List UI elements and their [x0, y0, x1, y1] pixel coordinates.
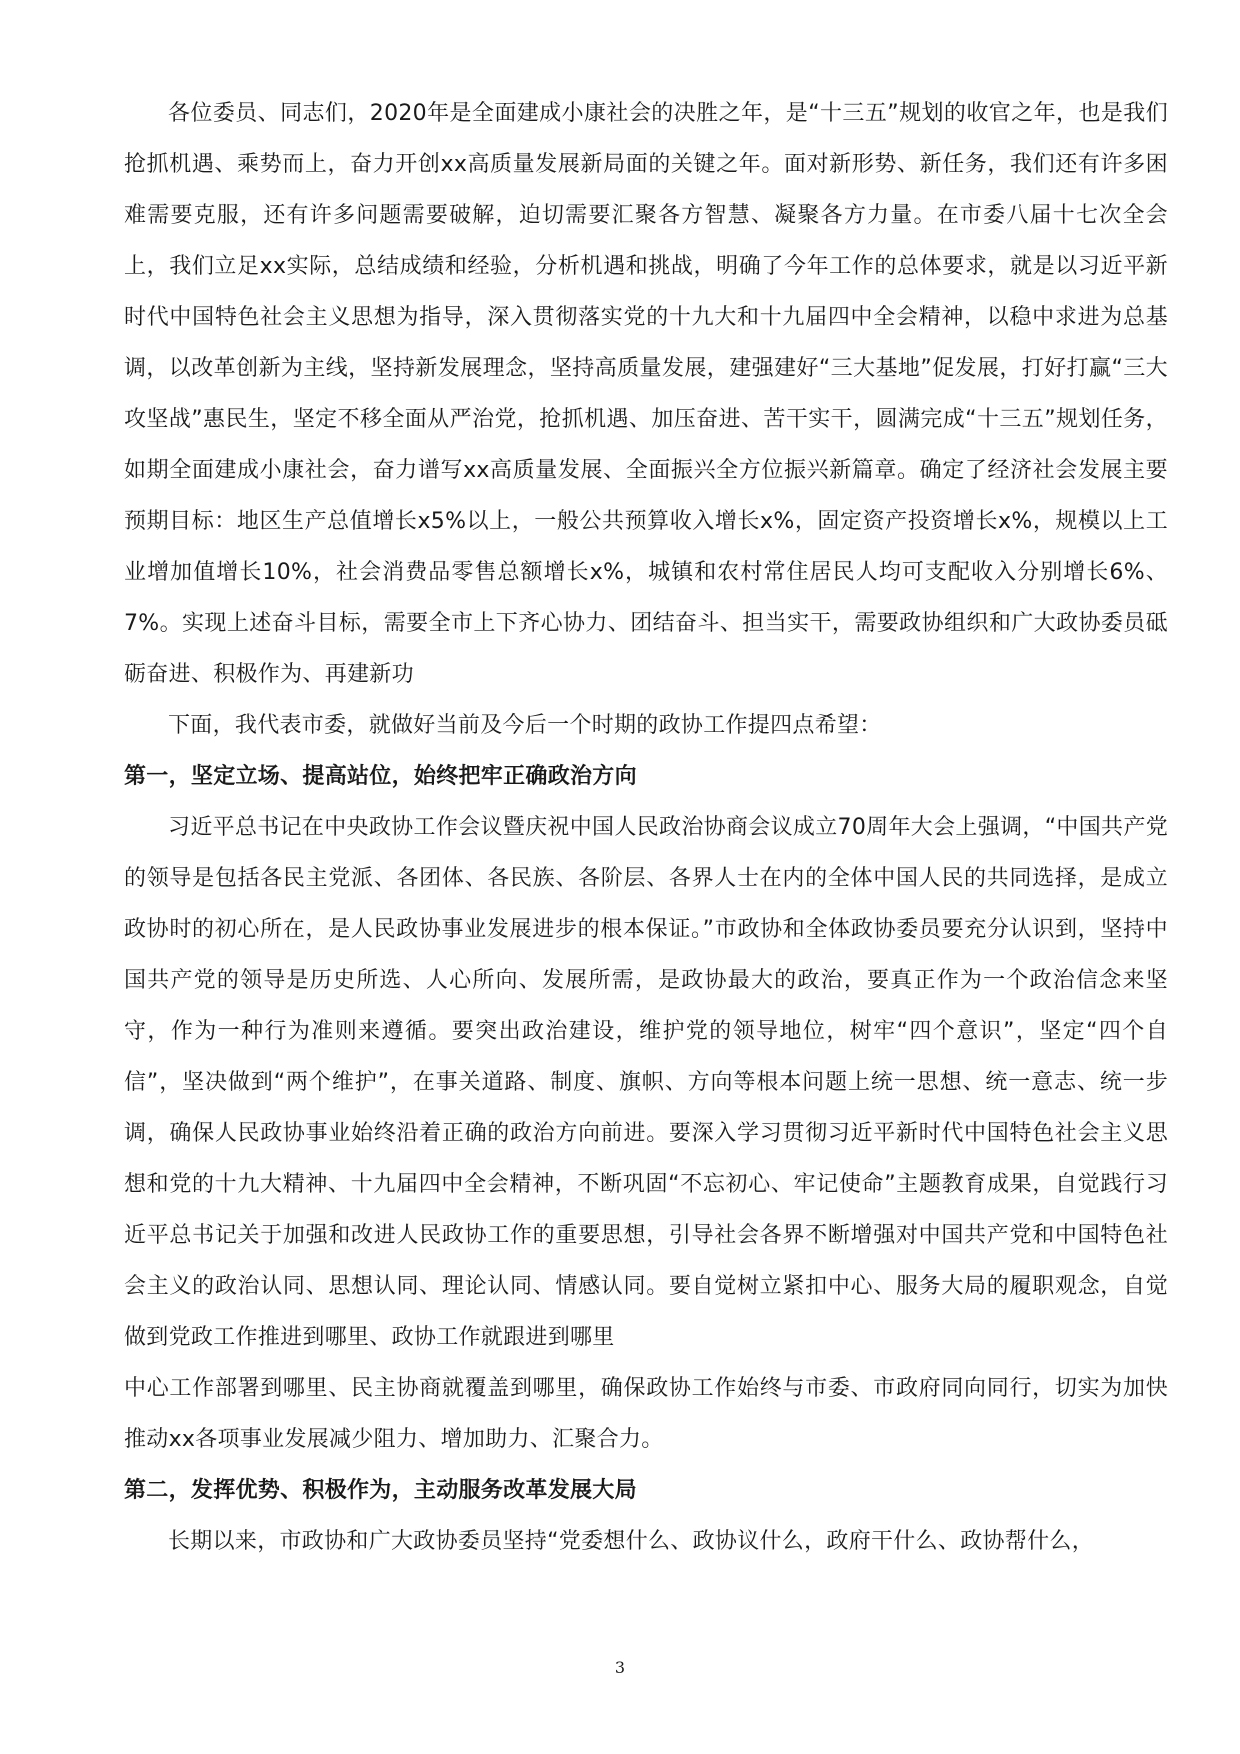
section-heading-first: 第一，坚定立场、提高站位，始终把牢正确政治方向 — [124, 764, 637, 789]
section-heading-second: 第二，发挥优势、积极作为，主动服务改革发展大局 — [124, 1478, 637, 1503]
paragraph-second-section: 长期以来，市政协和广大政协委员坚持“党委想什么、政协议什么，政府干什么、政协帮什么， — [168, 1529, 1095, 1554]
paragraph-opening: 各位委员、同志们，2020年是全面建成小康社会的决胜之年，是“十三五”规划的收官之年，也是我们抢抓机遇、乘势而上，奋力开创xx高质量发展新局面的关键之年。面对新形势、新任务，我们还有许多困难需要克服，还有许多问题需要破解，迫切需要汇聚各方智慧、凝聚各方力量。在市委八届十七次全会上，我们立足xx实际，总结成绩和经验，分析机遇和挑战，明确了今年工作的总体要求，就是以习近平新时代中国特色社会主义思想为指导，深入贯彻落实党的十九大和十九届四中全会精神，以稳中求进为总基调，以改革创新为主线，坚持新发展理念，坚持高质量发展，建强建好“三大基地”促发展，打好打赢“三大攻坚战”惠民生，坚定不移全面从严治党，抢抓机遇、加压奋进、苦干实干，圆满完成“十三五”规划任务，如期全面建成小康社会，奋力谱写xx高质量发展、全面振兴全方位振兴新篇章。确定了经济社会发展主要预期目标：地区生产总值增长x5%以上，一般公共预算收入增长x%，固定资产投资增长x%，规模以上工业增加值增长10%，社会消费品零售总额增长x%，城镇和农村常住居民人均可支配收入分别增长6%、7%。实现上述奋斗目标，需要全市上下齐心协力、团结奋斗、担当实干，需要政协组织和广大政协委员砥砺奋进、积极作为、再建新功 — [124, 101, 1168, 687]
document-body — [124, 88, 1168, 1567]
paragraph-first-section-continued: 中心工作部署到哪里、民主协商就覆盖到哪里，确保政协工作始终与市委、市政府同向同行，切实为加快推动xx各项事业发展减少阻力、增加助力、汇聚合力。 — [124, 1376, 1168, 1452]
paragraph-four-hopes-intro: 下面，我代表市委，就做好当前及今后一个时期的政协工作提四点希望： — [168, 713, 882, 738]
paragraph-first-section: 习近平总书记在中央政协工作会议暨庆祝中国人民政治协商会议成立70周年大会上强调，“中国共产党的领导是包括各民主党派、各团体、各民族、各阶层、各界人士在内的全体中国人民的共同选择，是成立政协时的初心所在，是人民政协事业发展进步的根本保证。”市政协和全体政协委员要充分认识到，坚持中国共产党的领导是历史所选、人心所向、发展所需，是政协最大的政治，要真正作为一个政治信念来坚守，作为一种行为准则来遵循。要突出政治建设，维护党的领导地位，树牢“四个意识”，坚定“四个自信”，坚决做到“两个维护”，在事关道路、制度、旗帜、方向等根本问题上统一思想、统一意志、统一步调，确保人民政协事业始终沿着正确的政治方向前进。要深入学习贯彻习近平新时代中国特色社会主义思想和党的十九大精神、十九届四中全会精神，不断巩固“不忘初心、牢记使命”主题教育成果，自觉践行习近平总书记关于加强和改进人民政协工作的重要思想，引导社会各界不断增强对中国共产党和中国特色社会主义的政治认同、思想认同、理论认同、情感认同。要自觉树立紧扣中心、服务大局的履职观念，自觉做到党政工作推进到哪里、政协工作就跟进到哪里 — [124, 815, 1168, 1350]
page-number: 3 — [614, 1658, 626, 1677]
